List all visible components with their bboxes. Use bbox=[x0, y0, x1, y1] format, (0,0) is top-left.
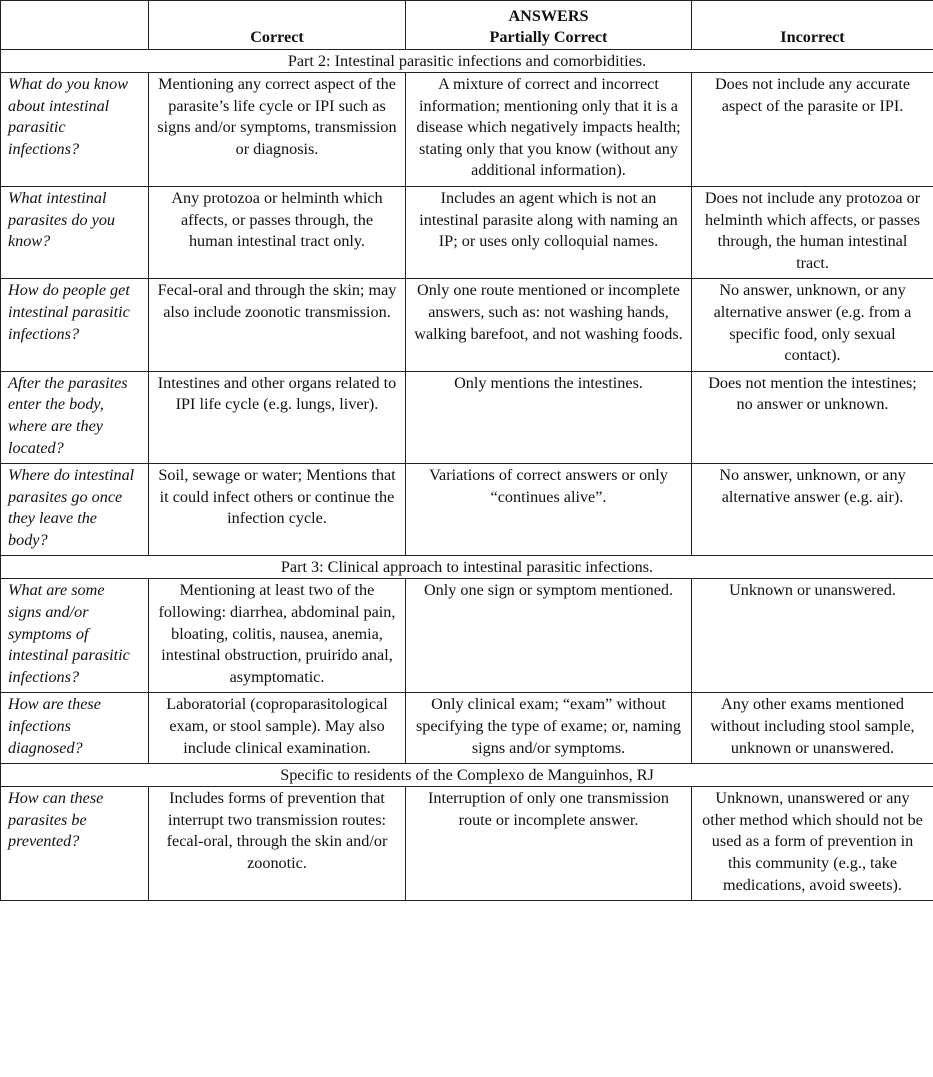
incorrect-answer-cell: No answer, unknown, or any alternative answer (e.g. air). bbox=[692, 464, 933, 556]
incorrect-answer-cell: Unknown or unanswered. bbox=[692, 579, 933, 693]
incorrect-answer-cell: Does not mention the intestines; no answer or unknown. bbox=[692, 371, 933, 463]
question-cell: Where do intestinal parasites go once they leave the body? bbox=[1, 464, 149, 556]
header-correct: Correct bbox=[149, 1, 406, 50]
correct-answer-cell: Includes forms of prevention that interrupt two transmission routes: fecal-oral, through the skin and/or zoonotic. bbox=[149, 787, 406, 901]
partially-correct-answer-cell: Only clinical exam; “exam” without specifying the type of exame; or, naming signs and/or symptoms. bbox=[406, 693, 692, 764]
question-cell: What intestinal parasites do you know? bbox=[1, 186, 149, 278]
table-row bbox=[1, 787, 933, 901]
section-title: Part 2: Intestinal parasitic infections and comorbidities. bbox=[1, 50, 933, 73]
correct-answer-cell: Intestines and other organs related to IPI life cycle (e.g. lungs, liver). bbox=[149, 371, 406, 463]
incorrect-answer-cell: Does not include any accurate aspect of the parasite or IPI. bbox=[692, 73, 933, 187]
question-cell: After the parasites enter the body, where are they located? bbox=[1, 371, 149, 463]
section-header-row bbox=[1, 764, 933, 787]
header-answers-label: ANSWERS bbox=[508, 7, 589, 25]
partially-correct-answer-cell: Includes an agent which is not an intestinal parasite along with naming an IP; or uses only colloquial names. bbox=[406, 186, 692, 278]
correct-answer-cell: Fecal-oral and through the skin; may also include zoonotic transmission. bbox=[149, 279, 406, 371]
correct-answer-cell: Laboratorial (coproparasitological exam, or stool sample). May also include clinical examination. bbox=[149, 693, 406, 764]
correct-answer-cell: Soil, sewage or water; Mentions that it could infect others or continue the infection cycle. bbox=[149, 464, 406, 556]
question-cell: How can these parasites be prevented? bbox=[1, 787, 149, 901]
table-row bbox=[1, 186, 933, 278]
section-title: Specific to residents of the Complexo de Manguinhos, RJ bbox=[1, 764, 933, 787]
table-row bbox=[1, 579, 933, 693]
question-cell: What are some signs and/or symptoms of intestinal parasitic infections? bbox=[1, 579, 149, 693]
correct-answer-cell: Mentioning at least two of the following: diarrhea, abdominal pain, bloating, colitis, nausea, anemia, intestinal obstruction, pruirido anal, asymptomatic. bbox=[149, 579, 406, 693]
question-cell: How are these infections diagnosed? bbox=[1, 693, 149, 764]
table-row bbox=[1, 693, 933, 764]
correct-answer-cell: Any protozoa or helminth which affects, or passes through, the human intestinal tract only. bbox=[149, 186, 406, 278]
partially-correct-answer-cell: Interruption of only one transmission route or incomplete answer. bbox=[406, 787, 692, 901]
section-header-row bbox=[1, 556, 933, 579]
header-row bbox=[1, 1, 933, 50]
partially-correct-answer-cell: Only one sign or symptom mentioned. bbox=[406, 579, 692, 693]
partially-correct-answer-cell: Only mentions the intestines. bbox=[406, 371, 692, 463]
correct-answer-cell: Mentioning any correct aspect of the parasite’s life cycle or IPI such as signs and/or symptoms, transmission or diagnosis. bbox=[149, 73, 406, 187]
question-cell: What do you know about intestinal parasitic infections? bbox=[1, 73, 149, 187]
partially-correct-answer-cell: Only one route mentioned or incomplete answers, such as: not washing hands, walking barefoot, and not washing foods. bbox=[406, 279, 692, 371]
table-row bbox=[1, 73, 933, 187]
incorrect-answer-cell: Does not include any protozoa or helminth which affects, or passes through, the human intestinal tract. bbox=[692, 186, 933, 278]
section-header-row bbox=[1, 50, 933, 73]
partially-correct-answer-cell: A mixture of correct and incorrect information; mentioning only that it is a disease which negatively impacts health; stating only that you know (without any additional information). bbox=[406, 73, 692, 187]
incorrect-answer-cell: Any other exams mentioned without including stool sample, unknown or unanswered. bbox=[692, 693, 933, 764]
incorrect-answer-cell: No answer, unknown, or any alternative answer (e.g. from a specific food, only sexual contact). bbox=[692, 279, 933, 371]
header-partially-correct bbox=[406, 1, 692, 50]
incorrect-answer-cell: Unknown, unanswered or any other method which should not be used as a form of prevention in this community (e.g., take medications, avoid sweets). bbox=[692, 787, 933, 901]
table-row bbox=[1, 464, 933, 556]
header-incorrect: Incorrect bbox=[692, 1, 933, 50]
header-partial-label: Partially Correct bbox=[489, 28, 608, 46]
section-title: Part 3: Clinical approach to intestinal parasitic infections. bbox=[1, 556, 933, 579]
partially-correct-answer-cell: Variations of correct answers or only “continues alive”. bbox=[406, 464, 692, 556]
table-row bbox=[1, 371, 933, 463]
table-row bbox=[1, 279, 933, 371]
header-blank-cell bbox=[1, 1, 149, 50]
question-cell: How do people get intestinal parasitic infections? bbox=[1, 279, 149, 371]
